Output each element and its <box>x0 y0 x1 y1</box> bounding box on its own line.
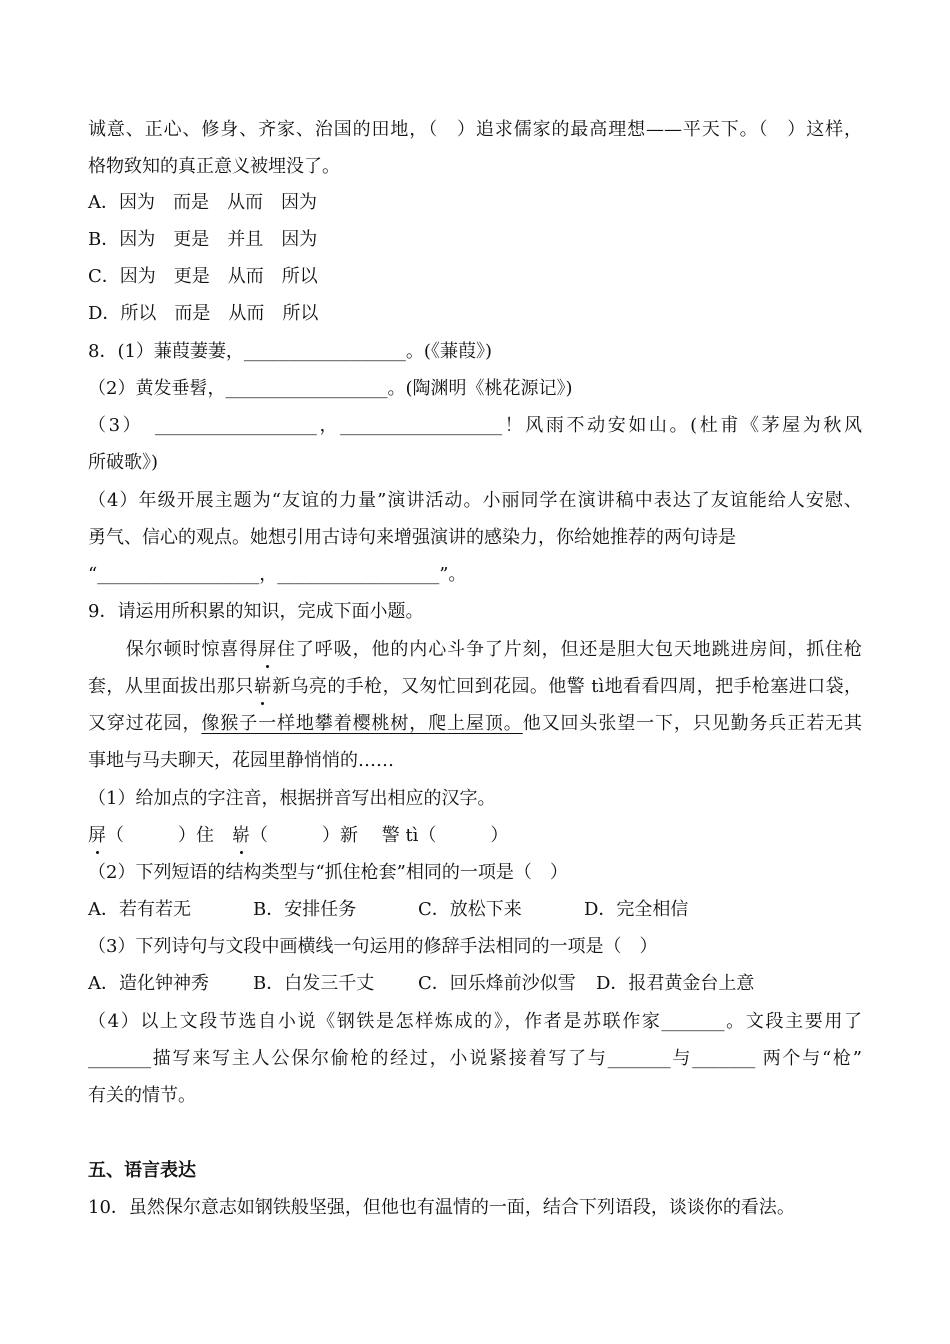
subquestion-2-option-a: A．若有若无 <box>88 899 191 920</box>
dotted-char-zhan: 崭 <box>253 676 272 697</box>
passage-line-3 <box>88 712 862 736</box>
question-8-part-2: （2）黄发垂髫，__________________。(陶渊明《桃花源记》) <box>88 378 573 399</box>
answer-blank: （ ）新 警 tì（ ） <box>250 825 509 846</box>
passage-text: 他又回头张望一下，只见勤务兵正若无其 <box>522 713 863 734</box>
question-7-option-b: B．因为 更是 并且 因为 <box>88 229 318 250</box>
answer-blank: （ ）住 <box>106 825 232 846</box>
subquestion-4-line-1: （4）以上文段节选自小说《钢铁是怎样炼成的》，作者是苏联作家_______。文段主要用了 <box>88 1011 862 1032</box>
question-8-part-4-line-3: “__________________，__________________”。 <box>88 564 467 585</box>
subquestion-4-line-3: 有关的情节。 <box>88 1085 196 1106</box>
question-8-part-4-line-1: （4）年级开展主题为“友谊的力量”演讲活动。小丽同学在演讲稿中表达了友谊能给人安慰、 <box>88 490 862 511</box>
subquestion-2-option-b: B．安排任务 <box>253 899 357 920</box>
section-5-heading: 五、语言表达 <box>88 1160 196 1181</box>
dotted-char-zhan: 崭 <box>232 825 250 846</box>
passage-line-2 <box>88 675 862 699</box>
question-9-heading: 9．请运用所积累的知识，完成下面小题。 <box>88 601 424 622</box>
question-7-option-c: C．因为 更是 从而 所以 <box>88 266 318 287</box>
dotted-char-ping: 屏 <box>258 639 277 660</box>
question-8-part-1: 8．(1）蒹葭萋萋，__________________。(《蒹葭》) <box>88 341 492 362</box>
question-7-option-a: A．因为 而是 从而 因为 <box>88 192 317 213</box>
subquestion-3: （3）下列诗句与文段中画横线一句运用的修辞手法相同的一项是（ ） <box>88 936 658 957</box>
subquestion-1-answer-row <box>88 824 508 848</box>
underlined-sentence: 像猴子一样地攀着樱桃树，爬上屋顶。 <box>201 713 523 734</box>
passage-text: 又穿过花园， <box>88 713 202 734</box>
passage-line-1 <box>88 638 862 662</box>
question-8-part-3: （3） __________________，__________________！风雨不动安如山。(杜甫《茅屋为秋风 <box>88 415 862 436</box>
subquestion-2-options <box>88 898 688 922</box>
subquestion-2: （2）下列短语的结构类型与“抓住枪套”相同的一项是（ ） <box>88 862 568 883</box>
subquestion-3-option-d: D．报君黄金台上意 <box>596 973 755 994</box>
subquestion-4-line-2: _______描写来写主人公保尔偷枪的经过，小说紧接着写了与_______与_______ 两个与“枪” <box>88 1048 862 1069</box>
question-7-text-line-2: 格物致知的真正意义被埋没了。 <box>88 156 340 177</box>
passage-text: 套，从里面拔出那只 <box>88 676 254 697</box>
question-7-option-d: D．所以 而是 从而 所以 <box>88 303 319 324</box>
question-7-text-line-1: 诚意、正心、修身、齐家、治国的田地，（ ）追求儒家的最高理想——平天下。（ ）这样， <box>88 119 862 140</box>
question-10: 10．虽然保尔意志如钢铁般坚强，但他也有温情的一面，结合下列语段，谈谈你的看法。 <box>88 1197 795 1218</box>
subquestion-2-option-c: C．放松下来 <box>418 899 522 920</box>
subquestion-2-option-d: D．完全相信 <box>584 899 689 920</box>
subquestion-1: （1）给加点的字注音，根据拼音写出相应的汉字。 <box>88 788 496 809</box>
subquestion-3-option-a: A．造化钟神秀 <box>88 973 209 994</box>
passage-text: 新乌亮的手枪，又匆忙回到花园。他警 tì地看看四周，把手枪塞进口袋， <box>271 676 862 697</box>
subquestion-3-option-b: B．白发三千丈 <box>253 973 375 994</box>
question-8-part-3-cont: 所破歌》) <box>88 452 159 473</box>
passage-text: 保尔顿时惊喜得 <box>88 639 259 660</box>
subquestion-3-options <box>88 972 754 996</box>
question-8-part-4-line-2: 勇气、信心的观点。她想引用古诗句来增强演讲的感染力，你给她推荐的两句诗是 <box>88 527 736 548</box>
passage-text: 住了呼吸，他的内心斗争了片刻，但还是胆大包天地跳进房间，抓住枪 <box>276 639 863 660</box>
passage-line-4: 事地与马夫聊天，花园里静悄悄的…… <box>88 750 394 771</box>
subquestion-3-option-c: C．回乐烽前沙似雪 <box>418 973 576 994</box>
dotted-char-ping: 屏 <box>88 825 106 846</box>
